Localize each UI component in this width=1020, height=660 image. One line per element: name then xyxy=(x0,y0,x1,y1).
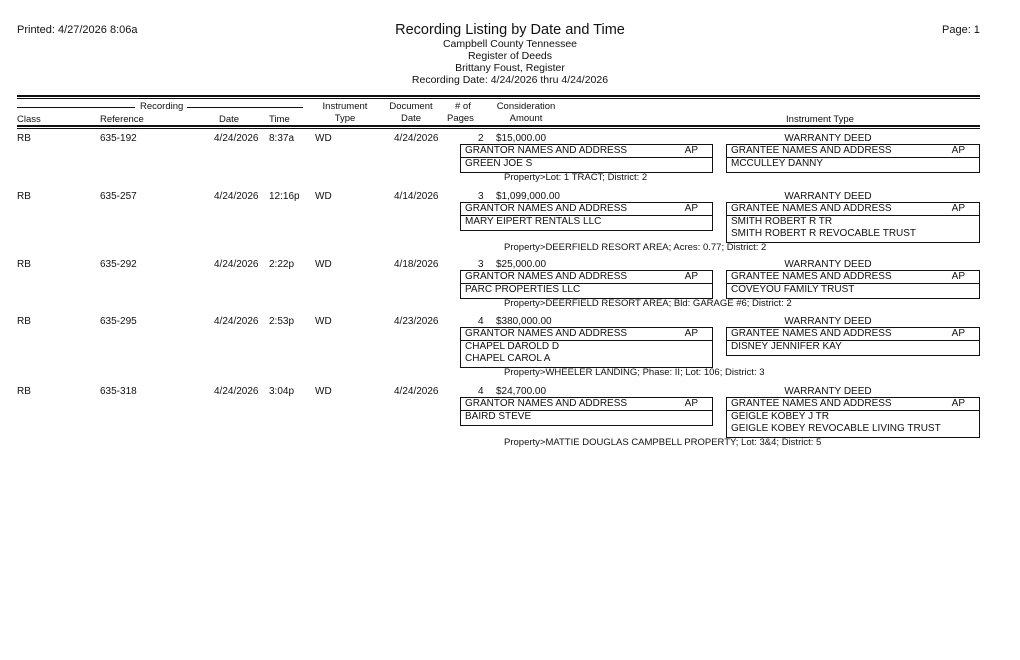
grantee-ap-label: AP xyxy=(951,271,965,282)
grantor-box-header xyxy=(461,398,712,411)
grantor-ap-label: AP xyxy=(684,145,698,156)
record-instrument-type: WARRANTY DEED xyxy=(784,133,872,144)
record-instrument: WD xyxy=(315,386,332,397)
record-time: 3:04p xyxy=(269,386,295,397)
record-instrument: WD xyxy=(315,191,332,202)
grantee-header-label: GRANTEE NAMES AND ADDRESS xyxy=(731,203,892,214)
grantor-name: GREEN JOE S xyxy=(465,158,533,169)
record-instrument-type: WARRANTY DEED xyxy=(784,191,872,202)
grantee-box xyxy=(726,202,980,243)
col-document-date-line2: Date xyxy=(400,113,422,124)
record-class: RB xyxy=(17,191,31,202)
col-time: Time xyxy=(269,114,290,125)
grantor-box xyxy=(460,270,713,299)
grantee-ap-label: AP xyxy=(951,145,965,156)
record-amount: $15,000.00 xyxy=(496,133,547,144)
grantee-ap-label: AP xyxy=(951,203,965,214)
grantee-ap-label: AP xyxy=(951,398,965,409)
col-document-date xyxy=(383,101,439,125)
grantee-header-label: GRANTEE NAMES AND ADDRESS xyxy=(731,271,892,282)
grantor-header-label: GRANTOR NAMES AND ADDRESS xyxy=(465,328,628,339)
record-pages: 3 xyxy=(478,191,484,202)
grantee-name: MCCULLEY DANNY xyxy=(731,158,824,169)
col-pages-line1: # of xyxy=(455,101,471,112)
county-name: Campbell County Tennessee xyxy=(442,38,578,50)
grantor-name: CHAPEL CAROL A xyxy=(465,353,551,364)
grantee-ap-label: AP xyxy=(951,328,965,339)
col-consideration-line2: Amount xyxy=(509,113,543,124)
col-pages xyxy=(447,101,485,125)
grantee-name: SMITH ROBERT R TR xyxy=(731,216,833,227)
record-time: 2:53p xyxy=(269,316,295,327)
grantor-name: MARY EIPERT RENTALS LLC xyxy=(465,216,602,227)
grantor-ap-label: AP xyxy=(684,271,698,282)
record-reference: 635-318 xyxy=(100,386,137,397)
record-property: Property>MATTIE DOUGLAS CAMPBELL PROPERTY; Lot: 3&4; District: 5 xyxy=(504,437,822,448)
grantor-header-label: GRANTOR NAMES AND ADDRESS xyxy=(465,203,628,214)
record-reference: 635-292 xyxy=(100,259,137,270)
col-instrument-type-full: Instrument Type xyxy=(786,114,854,125)
record-instrument: WD xyxy=(315,259,332,270)
record-document-date: 4/24/2026 xyxy=(394,133,439,144)
grantee-box-header xyxy=(727,328,979,341)
grantor-box-header xyxy=(461,145,712,158)
record-time: 8:37a xyxy=(269,133,295,144)
grantee-name: SMITH ROBERT R REVOCABLE TRUST xyxy=(731,228,917,239)
page-number: Page: 1 xyxy=(942,24,980,36)
printed-timestamp: Printed: 4/27/2026 8:06a xyxy=(17,24,138,36)
header-bottom-rule-thin xyxy=(17,128,980,129)
grantee-box xyxy=(726,397,980,438)
record-property: Property>DEERFIELD RESORT AREA; Bld: GARAGE #6; District: 2 xyxy=(504,298,792,309)
record-amount: $380,000.00 xyxy=(496,316,552,327)
grantor-ap-label: AP xyxy=(684,328,698,339)
header-top-rule-thin xyxy=(17,98,980,99)
record-date: 4/24/2026 xyxy=(214,316,259,327)
recording-date-range: Recording Date: 4/24/2026 thru 4/24/2026 xyxy=(411,74,609,86)
col-class: Class xyxy=(17,114,41,125)
record-instrument-type: WARRANTY DEED xyxy=(784,386,872,397)
grantee-name: COVEYOU FAMILY TRUST xyxy=(731,284,855,295)
grantor-name: BAIRD STEVE xyxy=(465,411,532,422)
office-name: Register of Deeds xyxy=(467,50,553,62)
record-document-date: 4/23/2026 xyxy=(394,316,439,327)
record-class: RB xyxy=(17,259,31,270)
record-instrument-type: WARRANTY DEED xyxy=(784,259,872,270)
record-document-date: 4/24/2026 xyxy=(394,386,439,397)
record-property: Property>WHEELER LANDING; Phase: II; Lot: 106; District: 3 xyxy=(504,367,765,378)
col-document-date-line1: Document xyxy=(389,101,433,112)
grantee-box-header xyxy=(727,203,979,216)
record-class: RB xyxy=(17,386,31,397)
grantor-box xyxy=(460,144,713,173)
grantor-box xyxy=(460,202,713,231)
report-title: Recording Listing by Date and Time xyxy=(395,22,625,38)
record-pages: 4 xyxy=(478,386,484,397)
grantor-ap-label: AP xyxy=(684,203,698,214)
grantee-box xyxy=(726,270,980,299)
recording-group-label: Recording xyxy=(137,101,186,112)
recording-group-line-right xyxy=(187,107,303,108)
record-pages: 2 xyxy=(478,133,484,144)
report-title-block xyxy=(0,22,1020,86)
record-class: RB xyxy=(17,316,31,327)
grantee-box-header xyxy=(727,398,979,411)
grantor-ap-label: AP xyxy=(684,398,698,409)
grantee-name: GEIGLE KOBEY REVOCABLE LIVING TRUST xyxy=(731,423,941,434)
col-consideration-line1: Consideration xyxy=(496,101,556,112)
grantor-box xyxy=(460,327,713,368)
record-reference: 635-295 xyxy=(100,316,137,327)
col-consideration xyxy=(490,101,562,125)
record-pages: 4 xyxy=(478,316,484,327)
record-time: 12:16p xyxy=(269,191,300,202)
record-time: 2:22p xyxy=(269,259,295,270)
grantor-box xyxy=(460,397,713,426)
grantee-header-label: GRANTEE NAMES AND ADDRESS xyxy=(731,328,892,339)
col-date: Date xyxy=(219,114,240,125)
record-instrument: WD xyxy=(315,133,332,144)
record-property: Property>Lot: 1 TRACT; District: 2 xyxy=(504,172,648,183)
col-instrument-type-line1: Instrument xyxy=(322,101,368,112)
record-amount: $1,099,000.00 xyxy=(496,191,560,202)
grantee-box xyxy=(726,144,980,173)
grantor-name: CHAPEL DAROLD D xyxy=(465,341,560,352)
record-date: 4/24/2026 xyxy=(214,386,259,397)
record-pages: 3 xyxy=(478,259,484,270)
record-date: 4/24/2026 xyxy=(214,259,259,270)
grantor-box-header xyxy=(461,271,712,284)
record-date: 4/24/2026 xyxy=(214,191,259,202)
recording-group-line-left xyxy=(17,107,135,108)
record-amount: $25,000.00 xyxy=(496,259,547,270)
grantor-box-header xyxy=(461,203,712,216)
header-top-rule xyxy=(17,95,980,97)
grantor-header-label: GRANTOR NAMES AND ADDRESS xyxy=(465,145,628,156)
record-amount: $24,700.00 xyxy=(496,386,547,397)
col-instrument-type-line2: Type xyxy=(334,113,356,124)
record-document-date: 4/14/2026 xyxy=(394,191,439,202)
record-date: 4/24/2026 xyxy=(214,133,259,144)
record-reference: 635-192 xyxy=(100,133,137,144)
record-property: Property>DEERFIELD RESORT AREA; Acres: 0.77; District: 2 xyxy=(504,242,767,253)
col-instrument-type xyxy=(315,101,375,125)
record-class: RB xyxy=(17,133,31,144)
grantee-box-header xyxy=(727,145,979,158)
grantee-name: GEIGLE KOBEY J TR xyxy=(731,411,829,422)
record-instrument-type: WARRANTY DEED xyxy=(784,316,872,327)
record-instrument: WD xyxy=(315,316,332,327)
grantee-box xyxy=(726,327,980,356)
register-name: Brittany Foust, Register xyxy=(455,62,565,74)
col-reference: Reference xyxy=(100,114,144,125)
record-document-date: 4/18/2026 xyxy=(394,259,439,270)
grantor-name: PARC PROPERTIES LLC xyxy=(465,284,581,295)
grantor-header-label: GRANTOR NAMES AND ADDRESS xyxy=(465,271,628,282)
grantor-box-header xyxy=(461,328,712,341)
grantor-header-label: GRANTOR NAMES AND ADDRESS xyxy=(465,398,628,409)
grantee-header-label: GRANTEE NAMES AND ADDRESS xyxy=(731,398,892,409)
col-pages-line2: Pages xyxy=(447,113,474,124)
grantee-box-header xyxy=(727,271,979,284)
grantee-name: DISNEY JENNIFER KAY xyxy=(731,341,842,352)
recording-group-header xyxy=(17,101,303,113)
grantee-header-label: GRANTEE NAMES AND ADDRESS xyxy=(731,145,892,156)
record-reference: 635-257 xyxy=(100,191,137,202)
